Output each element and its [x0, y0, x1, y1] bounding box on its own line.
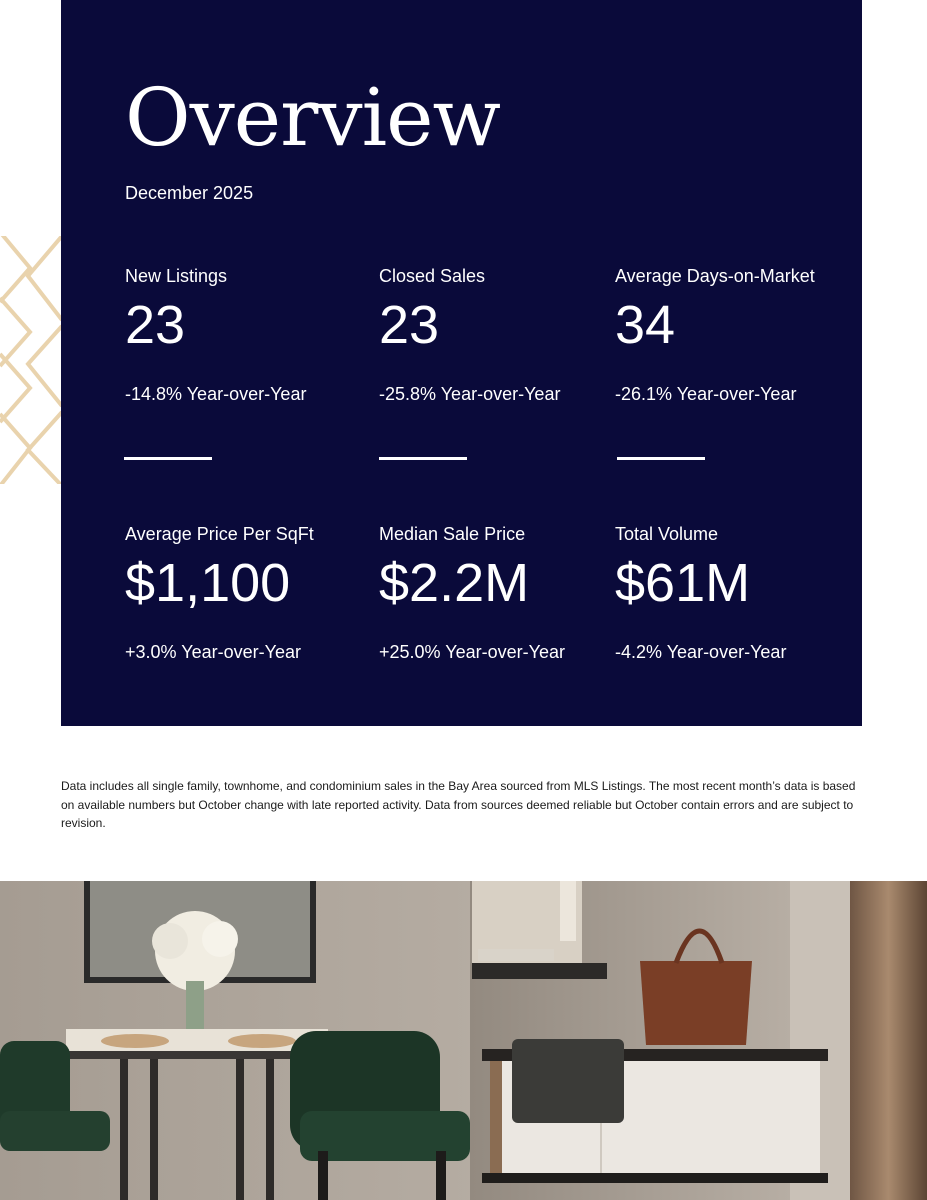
stat-change: -14.8% Year-over-Year	[125, 384, 307, 404]
stat-label: Average Days-on-Market	[615, 266, 815, 286]
report-date: December 2025	[125, 183, 254, 203]
stat-label: New Listings	[125, 266, 228, 286]
stat-label: Average Price Per SqFt	[125, 524, 314, 544]
divider	[617, 457, 705, 460]
stat-change: -4.2% Year-over-Year	[615, 642, 787, 662]
divider	[124, 457, 212, 460]
stat-value: $1,100	[125, 553, 291, 613]
stat-label: Total Volume	[615, 524, 719, 544]
stat-label: Closed Sales	[379, 266, 486, 286]
dining-room-photo	[0, 881, 927, 1200]
disclaimer-text: Data includes all single family, townhome, and condominium sales in the Bay Area sourced from MLS Listings. The most recent month’s data is based on available numbers but October change with late reported activity. Data from sources deemed reliable but October contain errors and are subject to revision.	[61, 779, 856, 831]
divider	[379, 457, 467, 460]
page-title: Overview	[125, 71, 500, 164]
stat-change: -25.8% Year-over-Year	[379, 384, 561, 404]
stat-change: +3.0% Year-over-Year	[125, 642, 301, 662]
stat-value: 23	[379, 295, 440, 355]
stat-change: +25.0% Year-over-Year	[379, 642, 565, 662]
decorative-diamond-pattern	[0, 236, 62, 484]
stat-value: $61M	[615, 553, 751, 613]
stat-value: 34	[615, 295, 676, 355]
overview-panel	[61, 0, 862, 726]
stat-value: $2.2M	[379, 553, 530, 613]
stat-value: 23	[125, 295, 186, 355]
stat-change: -26.1% Year-over-Year	[615, 384, 797, 404]
stat-label: Median Sale Price	[379, 524, 526, 544]
